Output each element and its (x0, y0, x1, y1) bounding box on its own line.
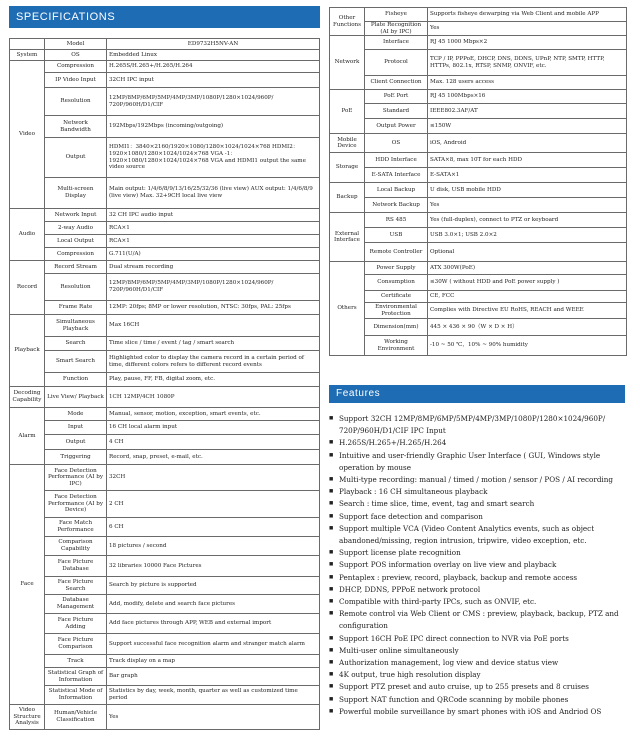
spec-row (330, 36, 627, 50)
feature-item: ■ Intuitive and user-friendly Graphic User Interface ( GUI, Windows style (329, 450, 627, 462)
spec-row (330, 104, 627, 119)
spec-row (10, 248, 320, 261)
spec-value: Add face pictures through APP, WEB and external import (107, 614, 320, 634)
feature-item: abandoned/missing, region intrusion, tripwire, video exception, etc. (339, 536, 587, 546)
spec-category: Decoding Capability (10, 387, 45, 408)
specifications-title: SPECIFICATIONS (9, 6, 320, 28)
spec-label: Search (45, 337, 107, 351)
spec-label: USB (365, 228, 428, 243)
spec-label: IP Video Input (45, 73, 107, 88)
spec-label: Track (45, 655, 107, 668)
spec-label: E-SATA Interface (365, 168, 428, 183)
spec-label: Compression (45, 248, 107, 261)
spec-value: Yes (428, 22, 627, 36)
spec-row (10, 387, 320, 408)
spec-label: Local Output (45, 235, 107, 248)
spec-row (330, 291, 627, 303)
feature-item: ■ DHCP, DDNS, PPPoE network protocol (329, 584, 627, 596)
spec-value: Track display on a map (107, 655, 320, 668)
spec-row (10, 465, 320, 491)
spec-row (10, 705, 320, 730)
spec-row (10, 537, 320, 556)
spec-label: Face Detection Performance (AI by Device) (45, 491, 107, 518)
spec-category: Record (10, 261, 45, 315)
spec-value: Max. 128 users access (428, 76, 627, 90)
spec-value: 6 CH (107, 518, 320, 537)
spec-value: 445 × 436 × 90（W × D × H） (428, 319, 627, 336)
spec-value: Yes (107, 705, 320, 730)
spec-label: Plate Recognition (AI by IPC) (365, 22, 428, 36)
spec-label: Triggering (45, 450, 107, 465)
spec-label: Output (45, 138, 107, 178)
spec-label: Power Supply (365, 262, 428, 275)
spec-label: Interface (365, 36, 428, 50)
spec-label: Certificate (365, 291, 428, 303)
spec-row (10, 634, 320, 655)
spec-label: HDD Interface (365, 153, 428, 168)
spec-value: Support successful face recognition alarm and stranger match alarm (107, 634, 320, 655)
spec-label: Client Connection (365, 76, 428, 90)
spec-value: CE, FCC (428, 291, 627, 303)
spec-category: PoE (330, 90, 365, 134)
spec-value: 4 CH (107, 435, 320, 450)
spec-value: Highlighted color to display the camera record in a certain period of time, different colors refers to different record events (107, 351, 320, 373)
spec-value: ATX 300W(PoE) (428, 262, 627, 275)
spec-row (10, 421, 320, 435)
feature-item: ■ Authorization management, log view and device status view (329, 657, 627, 669)
spec-label: Face Detection Performance (AI by IPC) (45, 465, 107, 491)
spec-row (10, 518, 320, 537)
spec-row (10, 435, 320, 450)
spec-row (330, 303, 627, 319)
feature-item: ■ Support NAT function and QRCode scanning by mobile phones (329, 694, 627, 706)
spec-category: Other Functions (330, 8, 365, 36)
spec-value: Max 16CH (107, 315, 320, 337)
spec-value: Record, snap, preset, e-mail, etc. (107, 450, 320, 465)
spec-category: Video Structure Analysis (10, 705, 45, 730)
spec-label: Remote Controller (365, 243, 428, 262)
spec-value: 32 CH IPC audio input (107, 209, 320, 222)
spec-label: Fisheye (365, 8, 428, 22)
spec-category: Backup (330, 183, 365, 213)
spec-value: 32 libraries 10000 Face Pictures (107, 556, 320, 577)
spec-row (330, 22, 627, 36)
spec-value: Embedded Linux (107, 50, 320, 61)
spec-value: 32CH (107, 465, 320, 491)
spec-label: Local Backup (365, 183, 428, 198)
spec-label: Human/Vehicle Classification (45, 705, 107, 730)
spec-row (10, 315, 320, 337)
spec-value: Statistics by day, week, month, quarter as well as customized time period (107, 686, 320, 705)
spec-value: Optional (428, 243, 627, 262)
spec-label: Consumption (365, 275, 428, 291)
spec-category: External Interface (330, 213, 365, 262)
feature-item: ■ Playback : 16 CH simultaneous playback (329, 486, 627, 498)
spec-category: Alarm (10, 408, 45, 465)
spec-value: Yes (428, 198, 627, 213)
feature-item: 720P/960H/D1/CIF IPC Input (339, 426, 446, 436)
feature-item: configuration (339, 621, 388, 631)
spec-value: IEEE802.3AF/AT (428, 104, 627, 119)
spec-row (10, 408, 320, 421)
spec-row (10, 261, 320, 274)
spec-row (10, 222, 320, 235)
feature-item: ■ Remote control via Web Client or CMS : preview, playback, backup, PTZ and (329, 608, 627, 620)
spec-row (10, 686, 320, 705)
feature-item: ■ H.265S/H.265+/H.265/H.264 (329, 437, 627, 449)
spec-value: 12MP/8MP/6MP/5MP/4MP/3MP/1080P/1280×1024/960P/ 720P/960H/D1/CIF (107, 88, 320, 116)
spec-value: Main output: 1/4/6/8/9/13/16/25/32/36 (live view) AUX output: 1/4/6/8/9 (live view) Max. 32+9CH local live view (107, 178, 320, 209)
features-title: Features (329, 385, 625, 403)
spec-row (330, 76, 627, 90)
spec-value: Dual stream recording (107, 261, 320, 274)
spec-row (10, 138, 320, 178)
spec-value: TCP / IP, PPPoE, DHCP, DNS, DDNS, UPnP, NTP, SMTP, HTTP, HTTPs, 802.1x, RTSP, SNMP, ONVIF, etc. (428, 50, 627, 76)
spec-row (10, 655, 320, 668)
feature-item: ■ Support license plate recognition (329, 547, 627, 559)
spec-row (330, 243, 627, 262)
spec-row (10, 491, 320, 518)
spec-value: U disk, USB mobile HDD (428, 183, 627, 198)
spec-row (330, 228, 627, 243)
spec-label: Environmental Protection (365, 303, 428, 319)
spec-value: ED9732H5NV-AN (107, 39, 320, 50)
spec-label: Working Environment (365, 336, 428, 356)
spec-row (10, 274, 320, 301)
spec-value: 192Mbps/192Mbps (incoming/outgoing) (107, 116, 320, 138)
spec-row (10, 301, 320, 315)
spec-row (10, 88, 320, 116)
spec-value: SATA×8, max 10T for each HDD (428, 153, 627, 168)
feature-item: ■ Support PTZ preset and auto cruise, up to 255 presets and 8 cruises (329, 681, 627, 693)
spec-label: Protocol (365, 50, 428, 76)
feature-item: ■ Support 32CH 12MP/8MP/6MP/5MP/4MP/3MP/1080P/1280×1024/960P/ (329, 413, 627, 425)
spec-label: Mode (45, 408, 107, 421)
spec-row (10, 235, 320, 248)
spec-label: Resolution (45, 274, 107, 301)
spec-value: HDMI1：3840×2160/1920×1080/1280×1024/1024×768 HDMI2：1920×1080/1280×1024/1024×768 VGA -1：1920×1080/1280×1024/1024×768 VGA and HDMI1 output the same video source (107, 138, 320, 178)
feature-item: ■ 4K output, true high resolution display (329, 669, 627, 681)
spec-row (10, 337, 320, 351)
spec-category: Video (10, 61, 45, 209)
spec-label: Statistical Graph of Information (45, 668, 107, 686)
spec-label: PoE Port (365, 90, 428, 104)
spec-value: RCA×1 (107, 235, 320, 248)
feature-item: ■ Support POS information overlay on live view and playback (329, 559, 627, 571)
spec-row (330, 213, 627, 228)
feature-item: ■ Support face detection and comparison (329, 511, 627, 523)
spec-label: RS 485 (365, 213, 428, 228)
spec-row (10, 450, 320, 465)
spec-row (330, 50, 627, 76)
spec-label: Compression (45, 61, 107, 73)
spec-row (10, 595, 320, 614)
spec-row (10, 556, 320, 577)
spec-row (10, 50, 320, 61)
spec-label: Face Picture Comparison (45, 634, 107, 655)
spec-label: Record Stream (45, 261, 107, 274)
spec-row (330, 134, 627, 153)
spec-row (330, 275, 627, 291)
spec-value: 16 CH local alarm input (107, 421, 320, 435)
specifications-table-continued (329, 7, 627, 356)
spec-row (10, 668, 320, 686)
spec-value: 2 CH (107, 491, 320, 518)
spec-category: Storage (330, 153, 365, 183)
spec-label: 2-way Audio (45, 222, 107, 235)
feature-item: ■ Multi-type recording: manual / timed / motion / sensor / POS / AI recording (329, 474, 627, 486)
spec-value: ≤150W (428, 119, 627, 134)
feature-item: ■ Support multiple VCA (Video Content Analytics events, such as object (329, 523, 627, 535)
spec-row (330, 262, 627, 275)
spec-label: OS (365, 134, 428, 153)
spec-label: Face Match Performance (45, 518, 107, 537)
spec-row (10, 73, 320, 88)
spec-value: 12MP: 20fps; 8MP or lower resolution, NTSC: 30fps, PAL: 25fps (107, 301, 320, 315)
spec-row (330, 183, 627, 198)
spec-row (330, 153, 627, 168)
spec-value: 18 pictures / second (107, 537, 320, 556)
spec-label: Network Backup (365, 198, 428, 213)
spec-value: Bar graph (107, 668, 320, 686)
feature-item: ■ Support 16CH PoE IPC direct connection to NVR via PoE ports (329, 633, 627, 645)
spec-label: Function (45, 373, 107, 387)
spec-value: RJ 45 1000 Mbps×2 (428, 36, 627, 50)
spec-value: Yes (full-duplex), connect to PTZ or keyboard (428, 213, 627, 228)
spec-value: 1CH 12MP/4CH 1080P (107, 387, 320, 408)
spec-row (330, 336, 627, 356)
spec-label: Output Power (365, 119, 428, 134)
spec-row (330, 319, 627, 336)
spec-label: Network Input (45, 209, 107, 222)
spec-value: RCA×1 (107, 222, 320, 235)
spec-value: 12MP/8MP/6MP/5MP/4MP/3MP/1080P/1280×1024/960P/ 720P/960H/D1/CIF (107, 274, 320, 301)
spec-label: Network Bandwidth (45, 116, 107, 138)
spec-category: Network (330, 36, 365, 90)
spec-value: G.711(U/A) (107, 248, 320, 261)
spec-row (10, 39, 320, 50)
spec-value: E-SATA×1 (428, 168, 627, 183)
spec-label: Resolution (45, 88, 107, 116)
spec-row (10, 614, 320, 634)
spec-label: Database Management (45, 595, 107, 614)
spec-label: Simultaneous Playback (45, 315, 107, 337)
specifications-column-right (329, 0, 627, 356)
spec-row (330, 8, 627, 22)
spec-row (10, 61, 320, 73)
spec-row (10, 577, 320, 595)
spec-category: Face (10, 465, 45, 705)
spec-value: -10 ~ 50 ℃，10% ~ 90% humidity (428, 336, 627, 356)
spec-category: System (10, 50, 45, 61)
features-list (329, 413, 627, 718)
specifications-table (9, 38, 320, 730)
spec-row (10, 116, 320, 138)
spec-label: Face Picture Search (45, 577, 107, 595)
spec-value: H.265S/H.265+/H.265/H.264 (107, 61, 320, 73)
spec-value: Add, modify, delete and search face pictures (107, 595, 320, 614)
spec-row (10, 373, 320, 387)
feature-item: ■ Search : time slice, time, event, tag and smart search (329, 498, 627, 510)
feature-item: operation by mouse (339, 462, 411, 472)
spec-category: Playback (10, 315, 45, 387)
specifications-column (9, 0, 320, 730)
spec-value: Play, pause, FF, FB, digital zoom, etc. (107, 373, 320, 387)
spec-row (330, 119, 627, 134)
features-header (329, 385, 625, 403)
spec-value: RJ 45 100Mbps×16 (428, 90, 627, 104)
spec-label: Statistical Mode of Information (45, 686, 107, 705)
spec-label: Model (45, 39, 107, 50)
spec-value: 32CH IPC input (107, 73, 320, 88)
spec-label: Face Picture Database (45, 556, 107, 577)
spec-label: Smart Search (45, 351, 107, 373)
spec-category: Audio (10, 209, 45, 261)
spec-row (10, 209, 320, 222)
spec-category (10, 39, 45, 50)
spec-value: ≤30W ( without HDD and PoE power supply ) (428, 275, 627, 291)
spec-row (10, 351, 320, 373)
spec-label: Input (45, 421, 107, 435)
spec-value: USB 3.0×1; USB 2.0×2 (428, 228, 627, 243)
spec-value: Supports fisheye dewarping via Web Client and mobile APP (428, 8, 627, 22)
spec-value: Complies with Directive EU RoHS, REACH and WEEE (428, 303, 627, 319)
spec-value: Search by picture is supported (107, 577, 320, 595)
spec-category: Others (330, 262, 365, 356)
feature-item: ■ Pentaplex : preview, record, playback, backup and remote access (329, 572, 627, 584)
feature-item: ■ Compatible with third-party IPCs, such as ONVIF, etc. (329, 596, 627, 608)
spec-label: OS (45, 50, 107, 61)
spec-label: Output (45, 435, 107, 450)
spec-row (10, 178, 320, 209)
spec-value: Time slice / time / event / tag / smart search (107, 337, 320, 351)
spec-label: Live View/ Playback (45, 387, 107, 408)
feature-item: ■ Multi-user online simultaneously (329, 645, 627, 657)
feature-item: ■ Powerful mobile surveillance by smart phones with iOS and Andriod OS (329, 706, 627, 718)
spec-label: Frame Rate (45, 301, 107, 315)
spec-label: Standard (365, 104, 428, 119)
spec-label: Face Picture Adding (45, 614, 107, 634)
spec-category: Mobile Device (330, 134, 365, 153)
spec-label: Dimension(mm) (365, 319, 428, 336)
spec-row (330, 90, 627, 104)
spec-row (330, 198, 627, 213)
spec-value: iOS, Android (428, 134, 627, 153)
spec-label: Multi-screen Display (45, 178, 107, 209)
spec-value: Manual, sensor, motion, exception, smart events, etc. (107, 408, 320, 421)
spec-row (330, 168, 627, 183)
spec-label: Comparison Capability (45, 537, 107, 556)
